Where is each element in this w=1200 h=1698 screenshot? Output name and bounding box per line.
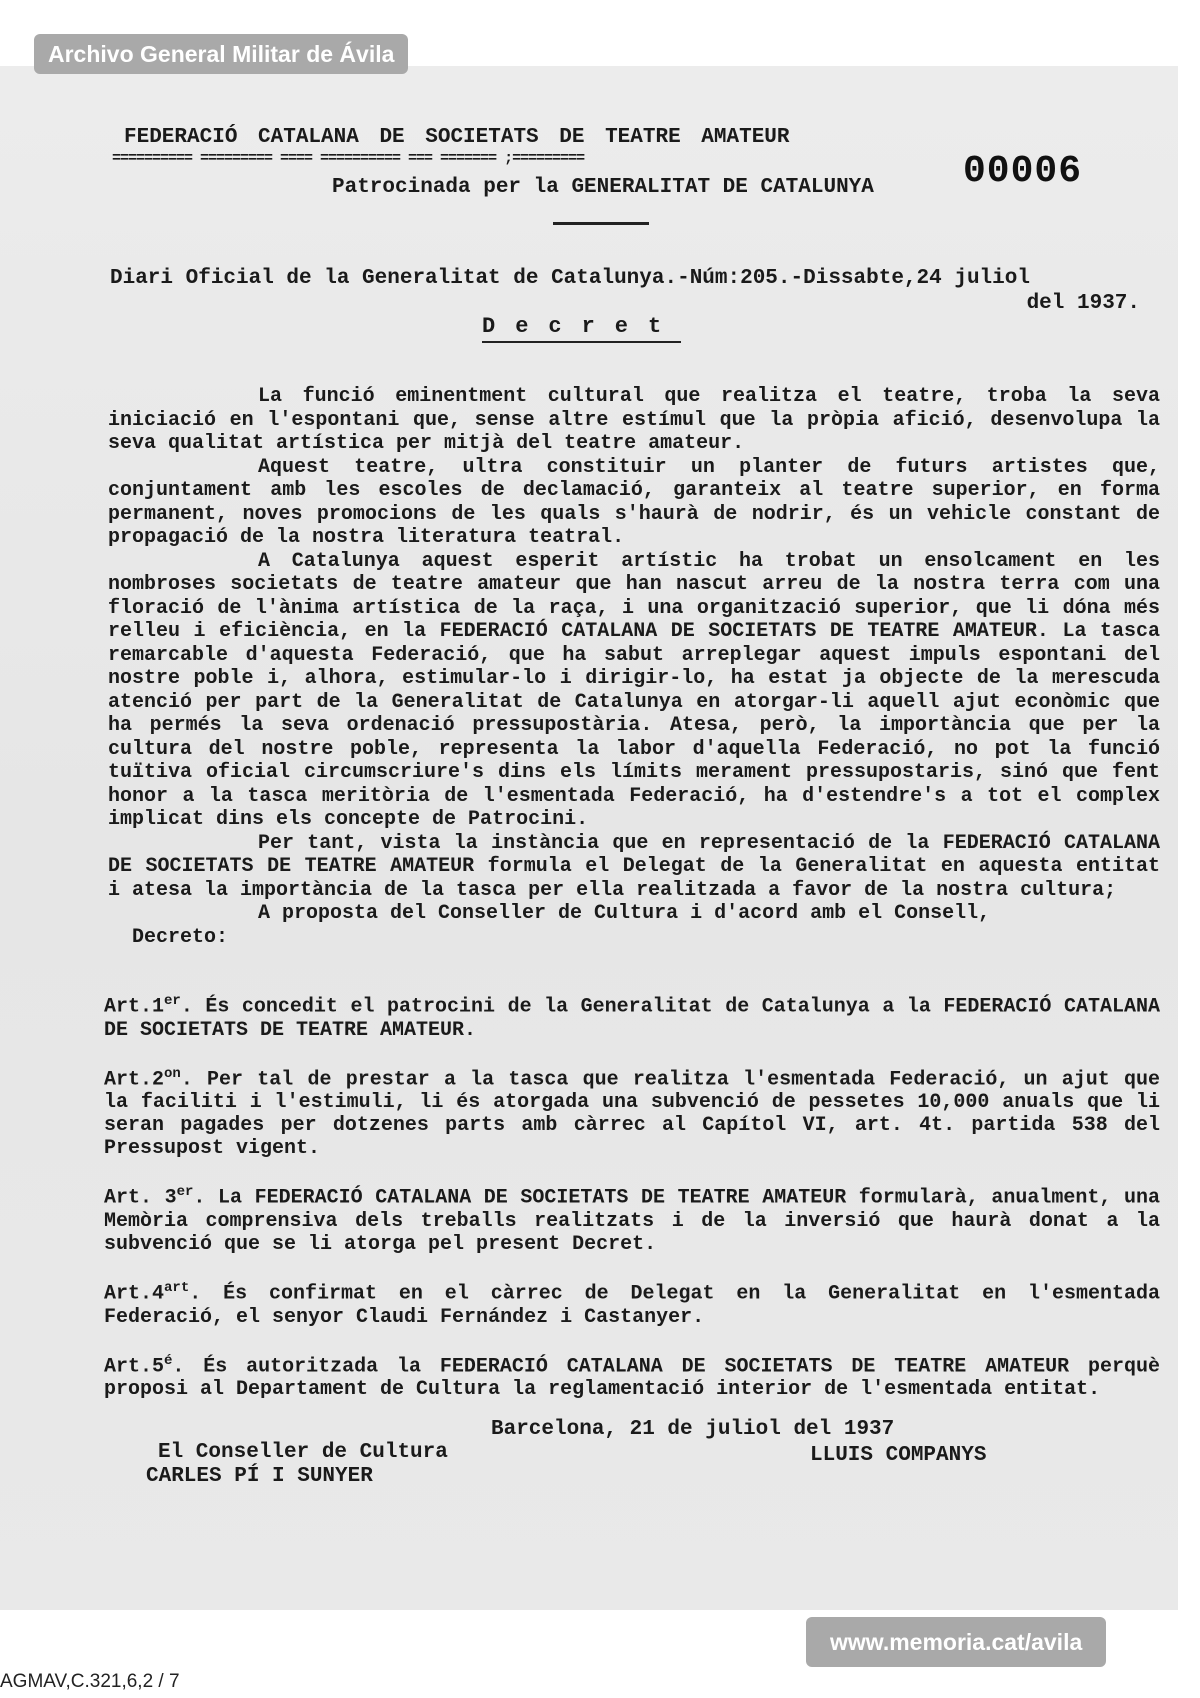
article-ordinal: art xyxy=(164,1279,190,1296)
article-ordinal: é xyxy=(164,1352,173,1369)
preamble-paragraph: Per tant, vista la instància que en representació de la FEDERACIÓ CATALANA DE SOCIETATS DE TEATRE AMATEUR formula el Delegat de la Generalitat en aquesta entitat i atesa la importància de la tasca per ella realitzada a favor de la nostra cultura; xyxy=(108,831,1160,902)
archive-reference: AGMAV,C.321,6,2 / 7 xyxy=(0,1671,180,1692)
decree-articles xyxy=(104,990,1160,1422)
gazette-source-line1: Diari Oficial de la Generalitat de Catalunya.-Núm:205.-Dissabte,24 juliol xyxy=(110,267,1030,290)
article-ordinal: er xyxy=(164,993,181,1009)
signatory-name: CARLES PÍ I SUNYER xyxy=(146,1465,373,1488)
signatory-president: LLUIS COMPANYS xyxy=(810,1444,987,1467)
article-text: . És concedit el patrocini de la Generalitat de Catalunya a la FEDERACIÓ CATALANA DE SOCIETATS DE TEATRE AMATEUR. xyxy=(104,995,1160,1042)
archive-watermark: Archivo General Militar de Ávila xyxy=(34,34,408,74)
document-number-stamp: 00006 xyxy=(963,150,1083,193)
place-and-date: Barcelona, 21 de juliol del 1937 xyxy=(491,1418,895,1441)
article-text: . És autoritzada la FEDERACIÓ CATALANA DE SOCIETATS DE TEATRE AMATEUR perquè proposi al Departament de Cultura la reglamentació interior de l'esmentada entitat. xyxy=(104,1355,1160,1402)
article-text: . La FEDERACIÓ CATALANA DE SOCIETATS DE TEATRE AMATEUR formularà, anualment, una Memòria comprensiva dels treballs realitzats i de la inversió que haurà donat a la subvenció que se li atorga pel present Decret. xyxy=(104,1186,1161,1256)
article-ordinal: er xyxy=(176,1184,194,1201)
gazette-source-line2: del 1937. xyxy=(1026,292,1140,315)
decreto-label: Decreto: xyxy=(132,925,229,949)
header-divider xyxy=(553,222,649,225)
article-label: Art.5 xyxy=(104,1355,165,1379)
article-item xyxy=(104,1277,1160,1329)
article-ordinal: on xyxy=(164,1065,181,1082)
federation-subtitle: Patrocinada per la GENERALITAT DE CATALUNYA xyxy=(332,176,874,199)
article-text: . Per tal de prestar a la tasca que realitza l'esmentada Federació, un ajut que la faciliti i l'estimuli, li és atorgada una subvenció de pessetes 10,000 anuals que li seran pagades per dotzenes parts amb càrrec al Capítol VI, art. 4t. partida 538 del Pressupost vigent. xyxy=(104,1068,1160,1161)
preamble-paragraph: Aquest teatre, ultra constituir un planter de futurs artistes que, conjuntament amb les escoles de declamació, garanteix al teatre superior, en forma permanent, noves promocions de les quals s'haurà de nodrir, és un vehicle constant de propagació de la nostra literatura teatral. xyxy=(108,455,1160,549)
signatory-title: El Conseller de Cultura xyxy=(158,1441,448,1464)
signatory-conseller xyxy=(146,1441,448,1489)
article-label: Art. 3 xyxy=(104,1186,177,1210)
article-label: Art.1 xyxy=(104,995,165,1019)
title-underline-rule: ========== ========= ==== ========== === ======= ;========= xyxy=(112,150,585,167)
article-item xyxy=(104,1350,1160,1402)
website-watermark: www.memoria.cat/avila xyxy=(806,1617,1106,1667)
article-text: . És confirmat en el càrrec de Delegat en la Generalitat en l'esmentada Federació, el senyor Claudi Fernández i Castanyer. xyxy=(104,1282,1160,1329)
preamble-paragraph: A Catalunya aquest esperit artístic ha trobat un ensolcament en les nombroses societats de teatre amateur que han nascut arreu de la nostra terra com una floració de l'ànima artística de la raça, i una organització superior, que li dóna més relleu i eficiència, en la FEDERACIÓ CATALANA DE SOCIETATS DE TEATRE AMATEUR. La tasca remarcable d'aquesta Federació, que ha sabut arreplegar aquest impuls espontani del nostre poble i, alhora, estimular-lo i dirigir-lo, ha estat ja objecte de la merescuda atenció per part de la Generalitat de Catalunya en atorgar-li aquell ajut econòmic que ha permés la seva ordenació pressupostària. Atesa, però, la importància que per la cultura del nostre poble, representa la labor d'aquella Federació, no pot la funció tuïtiva oficial circumscriure's dins els límits merament pressupostaris, sinó que fent honor a la tasca meritòria de l'esmentada Federació, ha d'estendre's a tot el complex implicat dins els concepte de Patrocini. xyxy=(108,549,1160,831)
decree-preamble xyxy=(108,385,1160,949)
article-item xyxy=(104,1063,1160,1161)
article-label: Art.4 xyxy=(104,1282,165,1306)
preamble-paragraph: A proposta del Conseller de Cultura i d'acord amb el Consell, xyxy=(258,902,991,925)
decree-title: Decret xyxy=(482,314,681,343)
article-label: Art.2 xyxy=(104,1068,165,1092)
article-item xyxy=(104,1181,1160,1256)
article-item xyxy=(104,990,1160,1042)
gazette-source xyxy=(110,266,1140,316)
federation-title: FEDERACIÓ CATALANA DE SOCIETATS DE TEATRE AMATEUR xyxy=(124,126,790,149)
preamble-paragraph: La funció eminentment cultural que realitza el teatre, troba la seva iniciació en l'espontani que, sense altre estímul que la pròpia afició, desenvolupa la seva qualitat artística per mitjà del teatre amateur. xyxy=(108,385,1160,455)
